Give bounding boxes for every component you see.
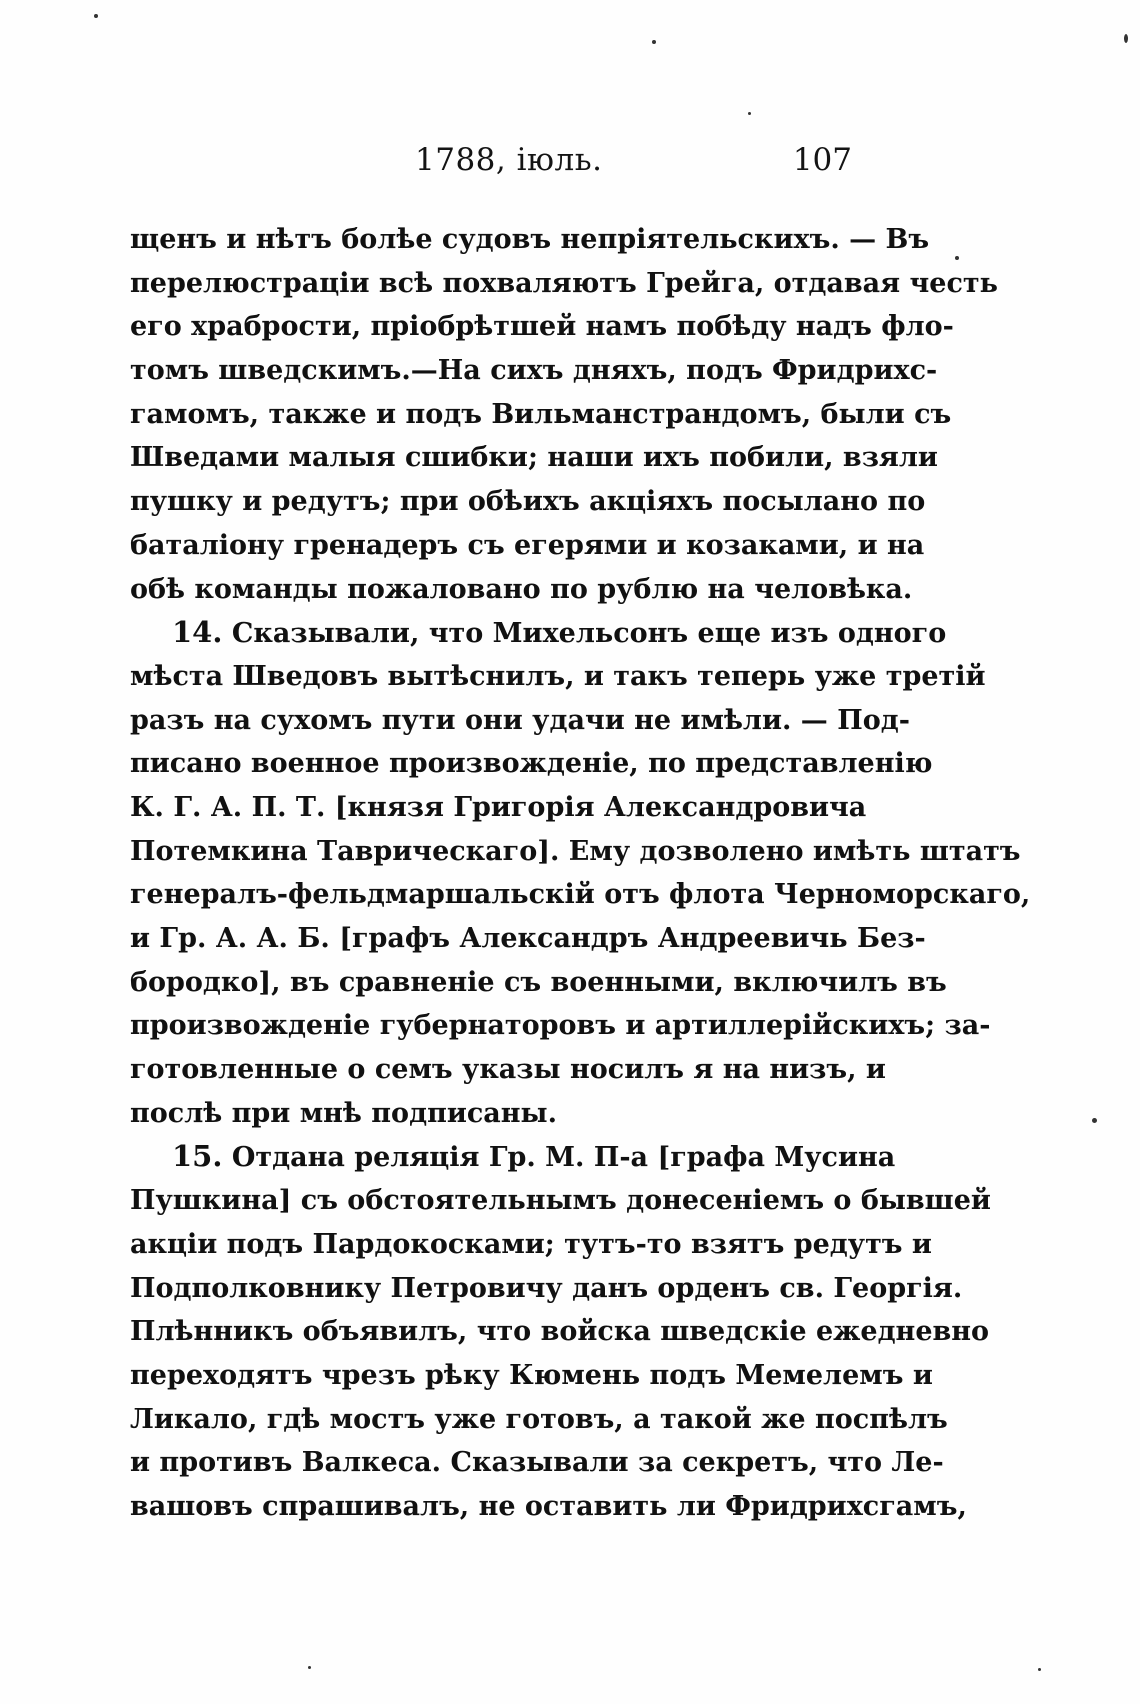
line-text: его храбрости, пріобрѣтшей намъ побѣду надъ фло- — [130, 311, 954, 343]
text-line — [130, 961, 947, 1005]
line-text: писано военное произвожденіе, по представленію — [130, 748, 933, 780]
text-line — [130, 480, 926, 524]
line-text: и Гр. А. А. Б. [графъ Александръ Андреевичь Без- — [130, 923, 926, 954]
ink-speck — [94, 14, 98, 18]
text-line — [130, 699, 910, 743]
line-text: Потемкина Таврическаго]. Ему дозволено имѣть штатъ — [130, 835, 1021, 867]
text-line — [130, 436, 938, 480]
text-line — [130, 742, 933, 786]
line-text: разъ на сухомъ пути они удачи не имѣли. — Под- — [130, 704, 910, 736]
text-line — [130, 1223, 932, 1267]
line-text: баталіону гренадеръ съ егерями и козаками, и на — [130, 529, 925, 561]
text-line — [130, 218, 930, 262]
text-line — [130, 393, 952, 437]
text-line — [130, 917, 926, 961]
line-text: генералъ-фельдмаршальскій отъ флота Черноморскаго, — [130, 879, 1031, 911]
text-line — [130, 1398, 948, 1442]
line-text: пушку и редутъ; при обѣихъ акціяхъ посылано по — [130, 486, 926, 518]
ink-speck — [748, 112, 751, 115]
line-text: и противъ Валкеса. Сказывали за секретъ, что Ле- — [130, 1447, 944, 1479]
text-line — [130, 786, 867, 830]
text-line — [130, 873, 1031, 917]
header-title: 1788, іюль. — [415, 142, 603, 178]
line-text: Сказывали, что Михельсонъ еще изъ одного — [231, 618, 947, 650]
line-text: щенъ и нѣтъ болѣе судовъ непріятельскихъ. — Въ — [130, 224, 930, 255]
text-line — [130, 262, 998, 306]
line-text: послѣ при мнѣ подписаны. — [130, 1097, 558, 1129]
text-line — [130, 1004, 991, 1048]
ink-speck — [308, 1666, 311, 1669]
text-line — [130, 524, 925, 568]
line-text: гамомъ, также и подъ Вильманстрандомъ, были съ — [130, 398, 952, 430]
line-text: вашовъ спрашивалъ, не оставить ли Фридрихсгамъ, — [130, 1490, 967, 1522]
line-text: мѣста Шведовъ вытѣснилъ, и такъ теперь уже третій — [130, 660, 986, 692]
ink-speck — [955, 256, 959, 260]
line-text: Плѣнникъ объявилъ, что войска шведскіе ежедневно — [130, 1316, 990, 1348]
ink-speck — [1038, 1668, 1041, 1671]
line-text: переходятъ чрезъ рѣку Кюмень подъ Мемелемъ и — [130, 1359, 933, 1391]
entry-first-line — [130, 1135, 896, 1179]
line-text: акціи подъ Пардокосками; тутъ-то взятъ редутъ и — [130, 1228, 932, 1260]
text-line — [130, 305, 954, 349]
entry-number: 15. — [172, 1139, 223, 1174]
line-text: Отдана реляція Гр. М. П-а [графа Мусина — [231, 1142, 896, 1174]
line-text: Шведами малыя сшибки; наши ихъ побили, взяли — [130, 442, 938, 474]
text-line — [130, 1092, 852, 1136]
body-text — [130, 218, 1031, 1529]
line-text: Пушкина] съ обстоятельнымъ донесеніемъ о бывшей — [130, 1185, 991, 1217]
line-text: Ликало, гдѣ мостъ уже готовъ, а такой же поспѣлъ — [130, 1403, 948, 1435]
line-text: обѣ команды пожаловано по рублю на человѣка. — [130, 573, 913, 605]
text-line — [130, 1354, 933, 1398]
entry-number: 14. — [172, 615, 223, 650]
line-text: произвожденіе губернаторовъ и артиллерійскихъ; за- — [130, 1010, 991, 1042]
text-line — [130, 1179, 991, 1223]
line-text: бородко], въ сравненіе съ военными, включилъ въ — [130, 966, 947, 998]
entry-first-line — [130, 611, 947, 655]
line-text: готовленные о семъ указы носилъ я на низъ, и — [130, 1054, 886, 1086]
text-line — [130, 1310, 990, 1354]
ink-speck — [1092, 1118, 1097, 1123]
text-line — [130, 655, 986, 699]
text-line — [130, 1441, 944, 1485]
ink-speck — [652, 40, 656, 44]
line-text: Подполковнику Петровичу данъ орденъ св. Георгія. — [130, 1272, 963, 1304]
running-header — [130, 142, 852, 190]
text-line — [130, 349, 938, 393]
text-line — [130, 568, 913, 612]
text-line — [130, 830, 1021, 874]
line-text: томъ шведскимъ.—На сихъ дняхъ, подъ Фридрихс- — [130, 355, 938, 387]
text-line — [130, 1048, 886, 1092]
text-line — [130, 1485, 967, 1529]
ink-speck — [1124, 34, 1128, 43]
page-number: 107 — [792, 142, 852, 178]
line-text: перелюстраціи всѣ похваляютъ Грейга, отдавая честь — [130, 267, 998, 299]
line-text: К. Г. А. П. Т. [князя Григорія Александровича — [130, 791, 867, 823]
text-line — [130, 1267, 963, 1311]
